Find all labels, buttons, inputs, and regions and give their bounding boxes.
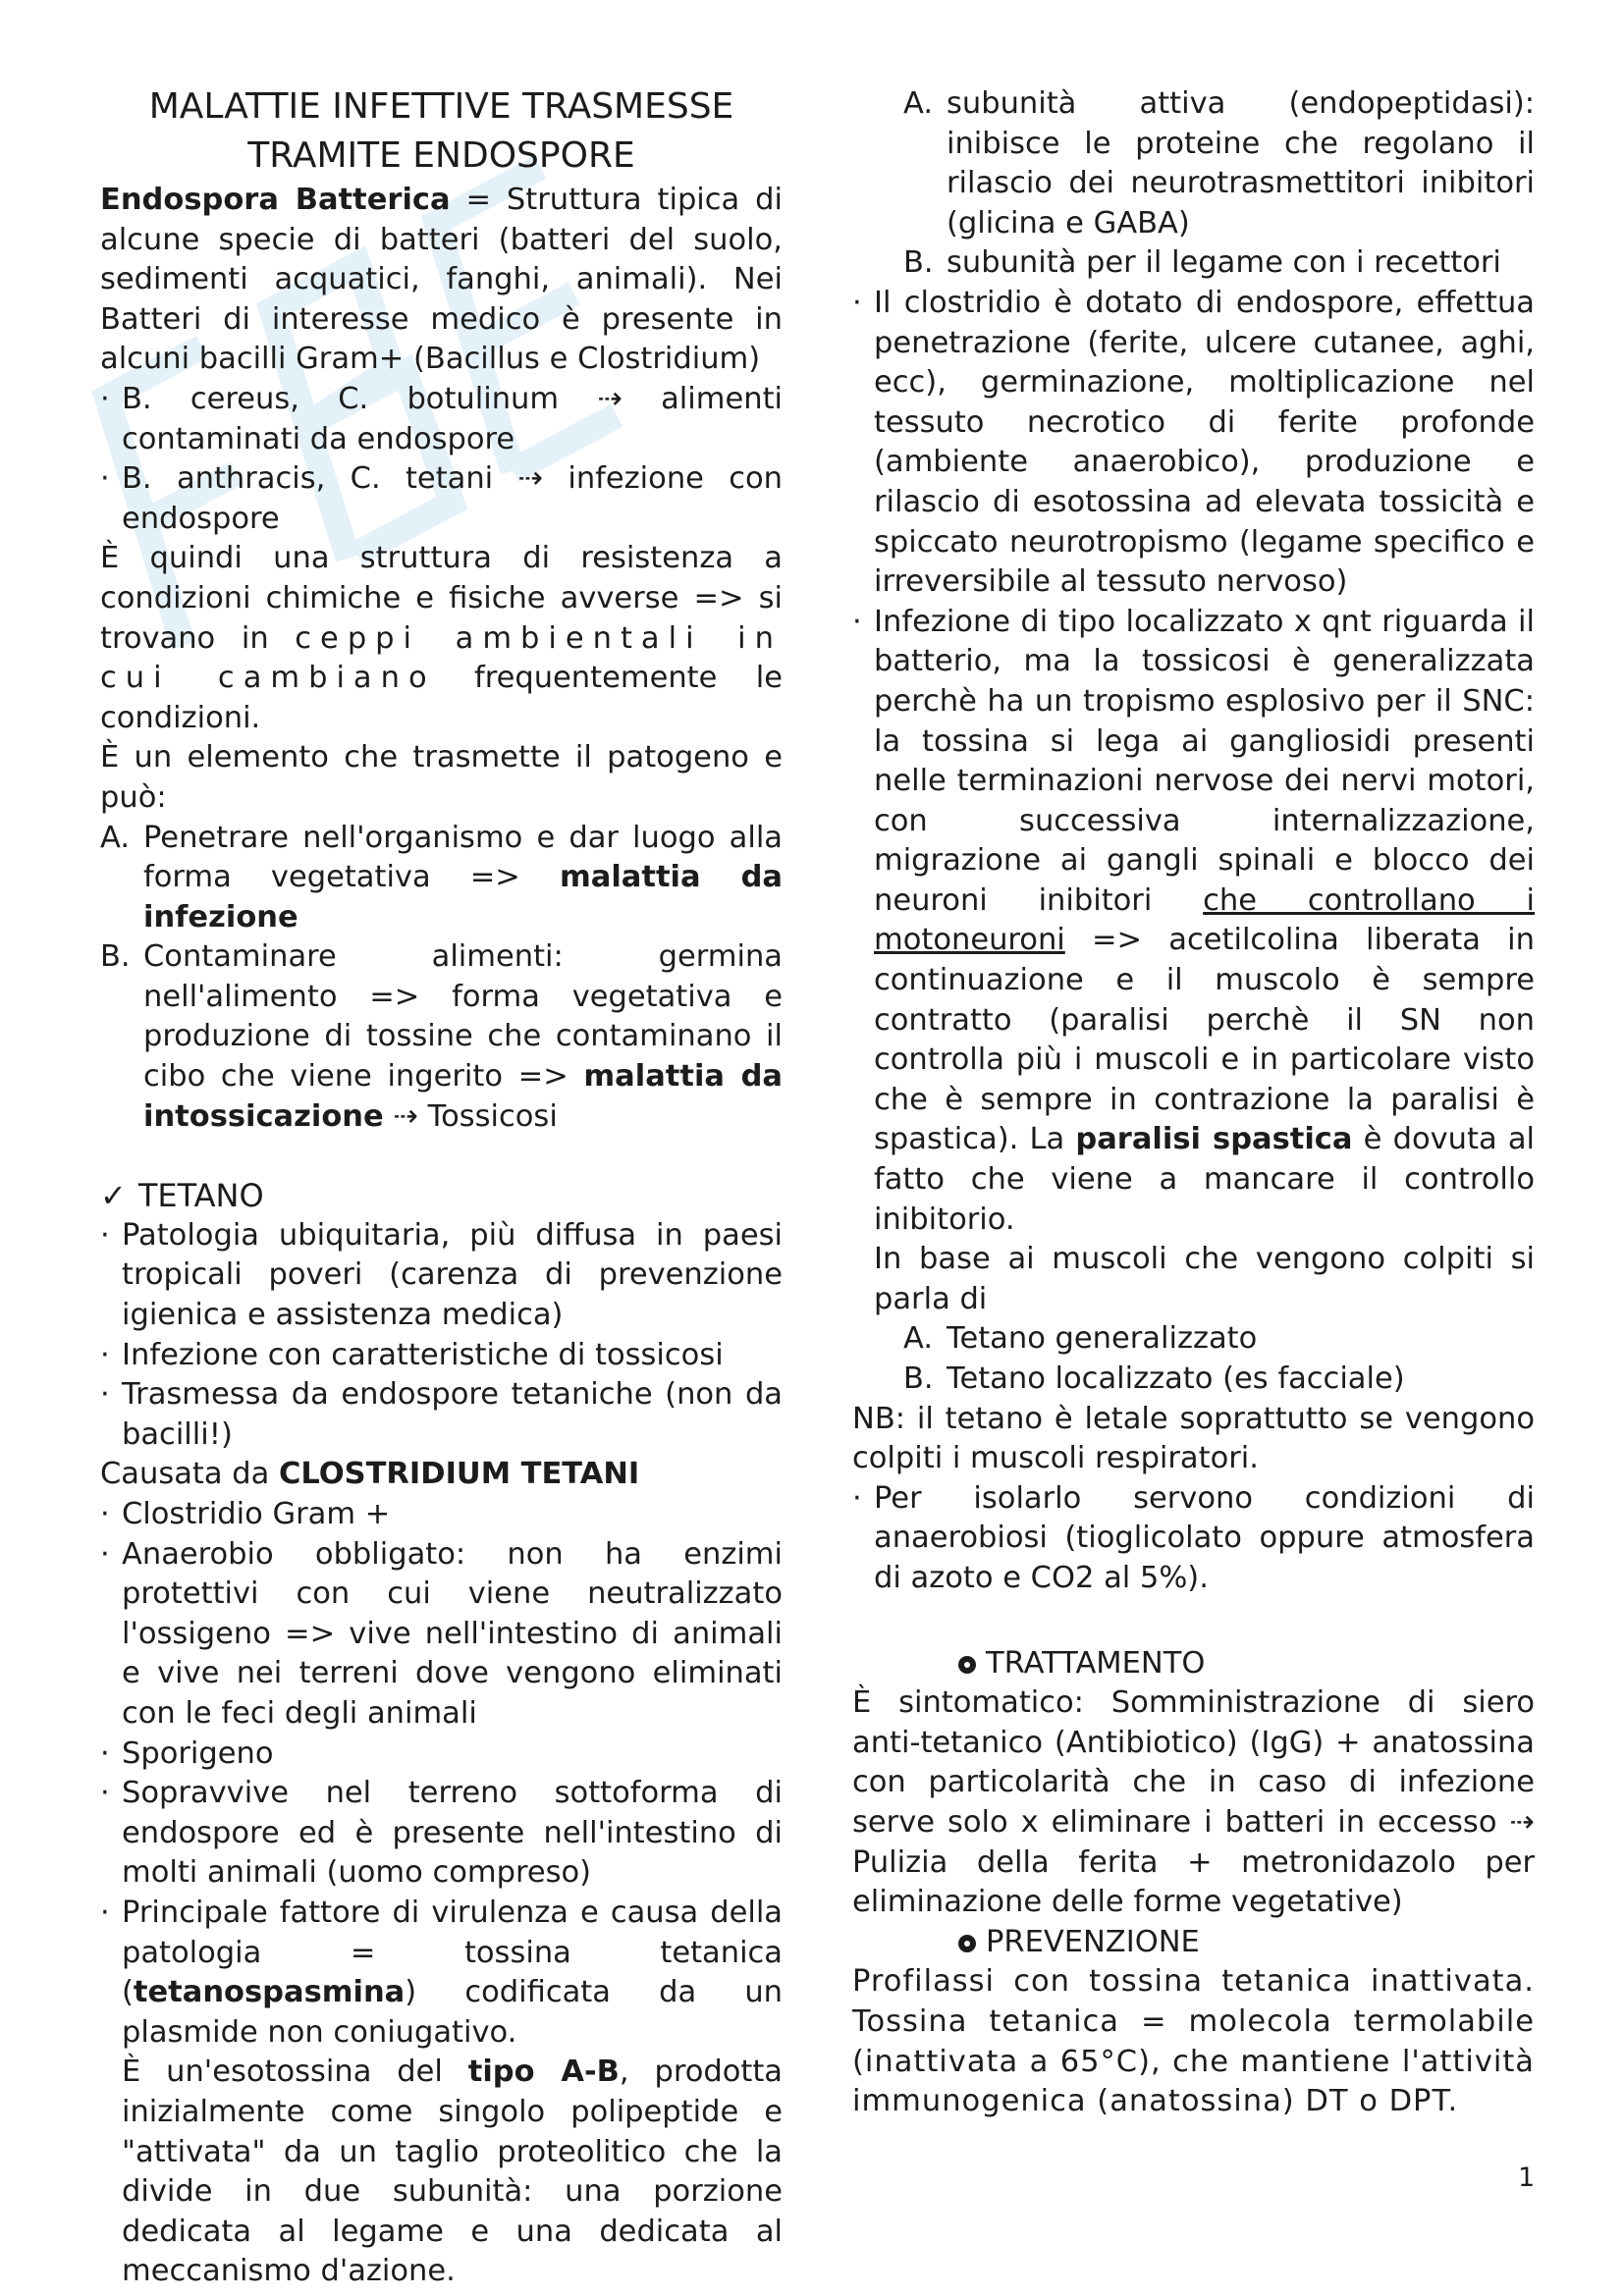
- section-heading-prevenzione: PREVENZIONE: [852, 1923, 1535, 1963]
- list-item: B. Contaminare alimenti: germina nell'alimento => forma vegetativa e produzione di tossine che contaminano il cibo che viene ingerito => malattia da intossicazione ⇢ Tossicosi: [100, 939, 783, 1134]
- list-item: A. Penetrare nell'organismo e dar luogo alla forma vegetativa => malattia da infezione: [100, 820, 783, 934]
- list-item: · Per isolarlo servono condizioni di anaerobiosi (tioglicolato oppure atmosfera di azoto e CO2 al 5%).: [852, 1480, 1535, 1595]
- list-item: · Sporigeno: [100, 1735, 274, 1771]
- list-item: A. Tetano generalizzato: [903, 1321, 1258, 1357]
- list-item: · Anaerobio obbligato: non ha enzimi protettivi con cui viene neutralizzato l'ossigeno => vive nell'intestino di animali e vive nei terreni dove vengono eliminati con le feci degli animali: [100, 1536, 783, 1731]
- treatment-paragraph: È sintomatico: Somministrazione di siero anti-tetanico (Antibiotico) (IgG) + anatossina con particolarità che in caso di infezione serve solo x eliminare i batteri in eccesso ⇢ Pulizia della ferita + metronidazolo per eliminazione delle forme vegetative): [852, 1685, 1535, 1920]
- checkmark-icon: ✓: [100, 1177, 127, 1215]
- page-title: MALATTIE INFETTIVE TRASMESSE: [148, 86, 734, 127]
- right-column: [852, 0, 1535, 2122]
- prevention-paragraph: Profilassi con tossina tetanica inattivata. Tossina tetanica = molecola termolabile (inattivata a 65°C), che mantiene l'attività immunogenica (anatossina) DT o DPT.: [852, 1964, 1535, 2119]
- list-item: · Principale fattore di virulenza e causa della patologia = tossina tetanica (tetanospasmina) codificata da un plasmide non coniugativo.: [100, 1895, 783, 2050]
- list-item: · Il clostridio è dotato di endospore, effettua penetrazione (ferite, ulcere cutanee, aghi, ecc), germinazione, moltiplicazione nel tessuto necrotico di ferite profonde (ambiente anaerobico), produzione e rilascio di esotossina ad elevata tossicità e spiccato neurotropismo (legame specifico e irreversibile al tessuto nervoso): [852, 285, 1535, 600]
- circle-bullet-icon: [958, 1935, 976, 1952]
- list-item: A. subunità attiva (endopeptidasi): inibisce le proteine che regolano il rilascio dei neurotrasmettitori inibitori (glicina e GABA): [903, 86, 1535, 240]
- caused-by: Causata da CLOSTRIDIUM TETANI: [100, 1457, 640, 1492]
- section-heading-tetano: ✓ TETANO: [100, 1177, 264, 1215]
- list-item: · Trasmessa da endospore tetaniche (non da bacilli!): [100, 1377, 783, 1452]
- endospore-term: Endospora Batterica: [100, 183, 451, 217]
- list-item: B. Tetano localizzato (es facciale): [903, 1362, 1405, 1396]
- circle-bullet-icon: [958, 1656, 976, 1674]
- intro-paragraph: Endospora Batterica = Struttura tipica di alcune specie di batteri (batteri del suolo, sedimenti acquatici, fanghi, animali). Nei Batteri di interesse medico è presente in alcuni bacilli Gram+ (Bacillus e Clostridium): [100, 183, 783, 377]
- muscle-paragraph: In base ai muscoli che vengono colpiti si parla di: [874, 1242, 1535, 1316]
- left-column: [100, 0, 783, 2292]
- list-item: · Infezione con caratteristiche di tossicosi: [100, 1337, 724, 1372]
- resistance-paragraph: È quindi una struttura di resistenza a condizioni chimiche e fisiche avverse => si trovano in ceppi ambientali in cui cambiano frequentemente le condizioni.: [100, 541, 783, 735]
- transmission-paragraph: È un elemento che trasmette il patogeno e può:: [100, 740, 783, 815]
- list-item: · B. anthracis, C. tetani ⇢ infezione con endospore: [100, 461, 783, 536]
- toxin-description: È un'esotossina del tipo A-B, prodotta inizialmente come singolo polipeptide e "attivata" da un taglio proteolitico che la divide in due subunità: una porzione dedicata al legame e una dedicata al meccanismo d'azione.: [122, 2055, 783, 2289]
- list-item: · Sopravvive nel terreno sottoforma di endospore ed è presente nell'intestino di molti animali (uomo compreso): [100, 1776, 783, 1891]
- section-heading-trattamento: TRATTAMENTO: [852, 1644, 1535, 1684]
- page-title-line2: TRAMITE ENDOSPORE: [247, 135, 635, 176]
- page-number: 1: [1518, 2163, 1536, 2193]
- list-item: · Clostridio Gram +: [100, 1497, 391, 1531]
- list-item: B. subunità per il legame con i recettori: [903, 245, 1501, 281]
- list-item: · Patologia ubiquitaria, più diffusa in paesi tropicali poveri (carenza di prevenzione igienica e assistenza medica): [100, 1217, 783, 1333]
- list-item: · Infezione di tipo localizzato x qnt riguarda il batterio, ma la tossicosi è generalizzata perchè ha un tropismo esplosivo per il SNC: la tossina si lega ai gangliosidi presenti nelle terminazioni nervose dei nervi motori, con successiva internalizzazione, migrazione ai gangli spinali e blocco dei neuroni inibitori che controllano i motoneuroni => acetilcolina liberata in continuazione e il muscolo è sempre contratto (paralisi perchè il SN non controlla più i muscoli e in particolare visto che è sempre in contrazione la paralisi è spastica). La paralisi spastica è dovuta al fatto che viene a mancare il controllo inibitorio.: [852, 604, 1536, 1237]
- nb-note: NB: il tetano è letale soprattutto se vengono colpiti i muscoli respiratori.: [852, 1401, 1535, 1476]
- list-item: · B. cereus, C. botulinum ⇢ alimenti contaminati da endospore: [100, 381, 783, 456]
